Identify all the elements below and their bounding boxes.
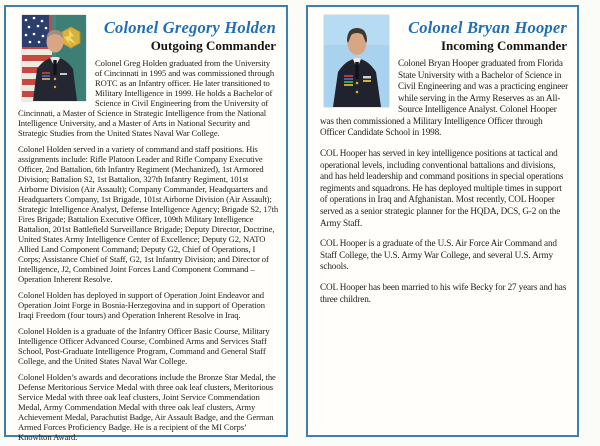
holden-role: Outgoing Commander (150, 37, 276, 53)
hooper-portrait-photo (324, 15, 389, 107)
hooper-paragraph-education: Colonel Bryan Hooper graduated from Florida State University with a Bachelor of Science in Civil Engineering and was a practicing engineer while serving in the Army Reserves as an All-Source Intelligence Analyst. Colonel Hooper was then commissioned a Military Intelligence Officer through Officer Candidate School in 1998. (320, 57, 569, 138)
hooper-paragraph-assignments: COL Hooper has served in key intelligence positions at tactical and operational levels, including conventional battalions and divisions, and has held leadership and command positions in special operations regiments and squadrons. He has deployed multiple times in support of operations in Iraq and Afghanistan. Most recently, COL Hooper served as a senior strategic planner for the HQDA, DCS, G-2 on the Army Staff. (320, 148, 564, 228)
holden-portrait-photo (22, 15, 86, 101)
holden-paragraph-awards: Colonel Holden’s awards and decorations include the Bronze Star Medal, the Defense Meritorious Service Medal with three oak leaf clusters, Meritorious Service Medal with three oak leaf clusters, Joint Service Commendation Medal, Army Commendation Medal with three oak leaf clusters, Army Achievement Medal, Parachutist Badge, Air Assault Badge, and the German Armed Forces Proficiency Badge. He is a recipient of the MI Corps’ Knowlton Award. (18, 371, 276, 442)
holden-paragraph-education: Colonel Greg Holden graduated from the University of Cincinnati in 1995 and was commissioned through ROTC as an Infantry officer. He later transitioned to Military Intelligence in 1999. He holds a Bachelor of Science in Civil Engineering from the University of Cincinnati, a Master of Science in Strategic Intelligence from the National Intelligence University, and a Master of Arts in National Security and Strategic Studies from the United States Naval War College. (18, 57, 275, 138)
holden-paragraph-schools: Colonel Holden is a graduate of the Infantry Officer Basic Course, Military Intelligence Officer Advanced Course, Combined Arms and Services Staff School, Post-Graduate Intelligence Program, Command and General Staff College, and the United States Naval War College. (18, 325, 270, 366)
holden-paragraph-assignments: Colonel Holden served in a variety of command and staff positions. His assignments include: Rifle Platoon Leader and Rifle Company Executive Officer, 2nd Battalion, 6th Infantry Regiment (Mechanized), 1st Armored Division; Battalion S2, 1st Battalion, 327th Infantry Regiment, 101st Airborne Division (Air Assault); Company Commander, Headquarters and Headquarters Company, 1st Brigade, 101st Airborne Division (Air Assault); Strategic Intelligence Analyst, Defense Intelligence Agency; Brigade S2, 17th Fires Brigade; Battalion Executive Officer, 109th Military Intelligence Battalion, 201st Battlefield Surveillance Brigade; Deputy Director, Doctrine, United States Army Intelligence Center of Excellence; Deputy G2, NATO Allied Land Component Command; Deputy G2, Chief of Operations, I Corps; Assistance Chief of Staff, G2, 1st Infantry Division; and Director of Intelligence, J2, Combined Joint Forces Land Component Command – Operation Inherent Resolve. (18, 143, 279, 284)
bio-panel-holden (4, 5, 288, 442)
hooper-name: Colonel Bryan Hooper (408, 18, 567, 37)
bio-panel-holden-content (6, 7, 286, 442)
holden-paragraph-deployments: Colonel Holden has deployed in support of Operation Joint Endeavor and Operation Joint Forge in Bosnia-Herzegovina and in support of Operation Iraqi Freedom (four tours) and Operation Inherent Resolve in Iraq. (18, 289, 265, 320)
hooper-paragraph-schools: COL Hooper is a graduate of the U.S. Air Force Air Command and Staff College, the U.S. Army War College, and several U.S. Army schools. (320, 238, 557, 272)
hooper-role: Incoming Commander (440, 37, 567, 53)
bio-panel-hooper (306, 5, 579, 437)
holden-bio-text (18, 58, 279, 442)
hooper-paragraph-family: COL Hooper has been married to his wife Becky for 27 years and has three children. (320, 282, 567, 304)
holden-name: Colonel Gregory Holden (103, 18, 276, 37)
bio-panel-hooper-content (308, 7, 577, 435)
